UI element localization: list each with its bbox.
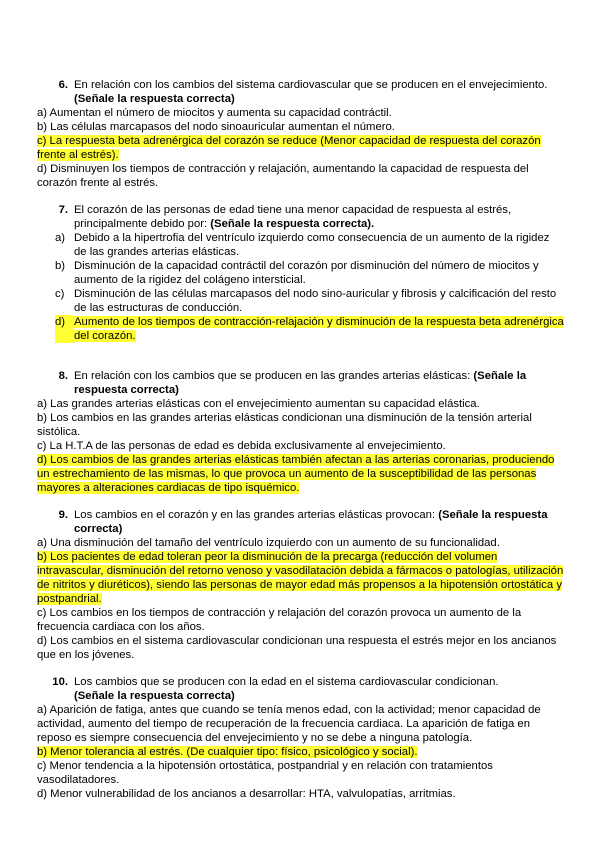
- question-number: 9.: [58, 509, 68, 521]
- option-a: a) Debido a la hipertrofia del ventrículo izquierdo como consecuencia de un aumento de la rigidez de las grandes arterias elásticas.: [55, 232, 550, 258]
- option-d: d) Menor vulnerabilidad de los ancianos a desarrollar: HTA, valvulopatías, arritmias.: [37, 788, 456, 800]
- question-7: [37, 203, 565, 231]
- question-number: 10.: [52, 676, 68, 688]
- question-number: 8.: [58, 370, 68, 382]
- option-d-correct: d) Los cambios de las grandes arterias elásticas también afectan a las arterias coronarias, produciendo un estrechamiento de las mismas, lo que provoca un aumento de la susceptibilidad de las personas mayores a alteraciones cardiacas de tipo isquémico.: [37, 454, 555, 494]
- question-prompt: (Señale la respuesta correcta): [74, 690, 235, 702]
- question-stem: En relación con los cambios que se producen en las grandes arterias elásticas: (Señale la respuesta correcta): [74, 370, 527, 396]
- option-d: d) Disminuyen los tiempos de contracción y relajación, aumentando la capacidad de respuesta del corazón frente al estrés.: [37, 163, 529, 189]
- option-a: a) Una disminución del tamaño del ventrículo izquierdo con un aumento de su funcionalidad.: [37, 537, 500, 549]
- question-prompt: (Señale la respuesta correcta).: [210, 218, 375, 230]
- question-8: [37, 369, 565, 397]
- option-a: a) Las grandes arterias elásticas con el envejecimiento aumentan su capacidad elástica.: [37, 398, 480, 410]
- option-b-correct: b) Los pacientes de edad toleran peor la disminución de la precarga (reducción del volumen intravascular, disminución del retorno venoso y vasodilatación debida a fármacos o patologías, utilización de nitritos y diuréticos), siendo las personas de mayor edad más propensos a la hipotensión ortostática y postpandrial.: [37, 551, 564, 605]
- option-b: b) Los cambios en las grandes arterias elásticas condicionan una disminución de la tensión arterial sistólica.: [37, 412, 532, 438]
- question-stem: Los cambios que se producen con la edad en el sistema cardiovascular condicionan. (Señale la respuesta correcta): [74, 676, 499, 702]
- option-c-correct: c) La respuesta beta adrenérgica del corazón se reduce (Menor capacidad de respuesta del corazón frente al estrés).: [37, 135, 541, 161]
- question-9: [37, 508, 565, 536]
- question-stem: Los cambios en el corazón y en las grandes arterias elásticas provocan: (Señale la respuesta correcta): [74, 509, 548, 535]
- option-c: c) Los cambios en los tiempos de contracción y relajación del corazón provoca un aumento de la frecuencia cardiaca con los años.: [37, 607, 522, 633]
- option-a: a) Aumentan el número de miocitos y aumenta su capacidad contráctil.: [37, 107, 392, 119]
- option-c: c) La H.T.A de las personas de edad es debida exclusivamente al envejecimiento.: [37, 440, 446, 452]
- option-b: b) Las células marcapasos del nodo sinoauricular aumentan el número.: [37, 121, 395, 133]
- exam-page: [37, 78, 565, 801]
- option-c: c) Menor tendencia a la hipotensión ortostática, postpandrial y en relación con tratamientos vasodilatadores.: [37, 760, 493, 786]
- question-prompt: (Señale la respuesta correcta): [74, 370, 527, 396]
- question-stem: El corazón de las personas de edad tiene una menor capacidad de respuesta al estrés, principalmente debido por: (Señale la respuesta correcta).: [74, 204, 512, 230]
- option-d: d) Los cambios en el sistema cardiovascular condicionan una respuesta el estrés mejor en los ancianos que en los jóvenes.: [37, 635, 557, 661]
- question-6: [37, 78, 565, 106]
- question-10: [37, 675, 565, 703]
- question-number: 6.: [58, 79, 68, 91]
- question-prompt: (Señale la respuesta correcta): [74, 509, 548, 535]
- option-d-correct: d) Aumento de los tiempos de contracción-relajación y disminución de la respuesta beta adrenérgica del corazón.: [55, 316, 564, 342]
- question-number: 7.: [58, 204, 68, 216]
- option-a: a) Aparición de fatiga, antes que cuando se tenía menos edad, con la actividad; menor capacidad de actividad, aumento del tiempo de recuperación de la frecuencia cardiaca. La aparición de fatiga en reposo es siempre consecuencia del envejecimiento y no se debe a ninguna patología.: [37, 704, 541, 744]
- option-c: c) Disminución de las células marcapasos del nodo sino-auricular y fibrosis y calcificación del resto de las estructuras de conducción.: [55, 288, 557, 314]
- option-b: b) Disminución de la capacidad contráctil del corazón por disminución del número de miocitos y aumento de la rigidez del colágeno intersticial.: [55, 260, 539, 286]
- question-stem: En relación con los cambios del sistema cardiovascular que se producen en el envejecimiento. (Señale la respuesta correcta): [74, 79, 548, 105]
- question-prompt: (Señale la respuesta correcta): [74, 93, 235, 105]
- option-b-correct: b) Menor tolerancia al estrés. (De cualquier tipo: físico, psicológico y social).: [37, 746, 418, 758]
